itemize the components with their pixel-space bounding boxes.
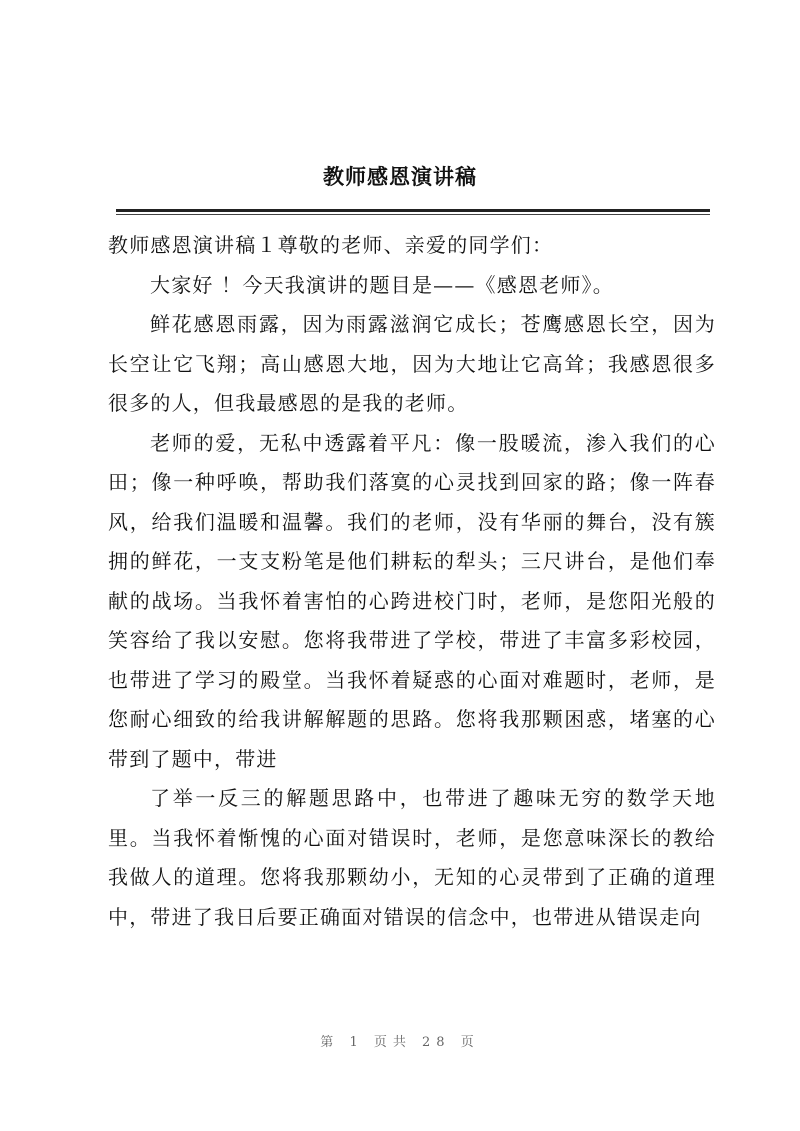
page-footer [0,1031,800,1050]
footer-middle: 页共 [373,1035,412,1050]
paragraph-teacher-love: 老师的爱，无私中透露着平凡：像一股暖流，渗入我们的心田；像一种呼唤，帮助我们落寞的心灵找到回家的路；像一阵春风，给我们温暖和温馨。我们的老师，没有华丽的舞台，没有簇拥的鲜花，一支支粉笔是他们耕耘的犁头；三尺讲台，是他们奉献的战场。当我怀着害怕的心跨进校门时，老师，是您阳光般的笑容给了我以安慰。您将我带进了学校，带进了丰富多彩校园，也带进了学习的殿堂。当我怀着疑惑的心面对难题时，老师，是您耐心细致的给我讲解解题的思路。您将我那颗困惑，堵塞的心带到了题中，带进 [108,430,716,771]
document-title: 教师感恩演讲稿 [323,164,477,189]
paragraph-continuation: 了举一反三的解题思路中，也带进了趣味无穷的数学天地里。当我怀着惭愧的心面对错误时，老师，是您意味深长的教给我做人的道理。您将我那颗幼小，无知的心灵带到了正确的道理中，带进了我日后要正确面对错误的信念中，也带进从错误走向 [108,786,716,929]
document-body [108,226,716,937]
title-rule-thick [116,209,710,212]
paragraph-greeting: 大家好 ！今天我演讲的题目是——《感恩老师》。 [150,272,614,297]
footer-prefix: 第 [320,1035,340,1050]
footer-page-number: 1 [349,1035,364,1050]
paragraph-gratitude: 鲜花感恩雨露，因为雨露滋润它成长；苍鹰感恩长空，因为长空让它飞翔；高山感恩大地，因为大地让它高耸；我感恩很多很多的人，但我最感恩的是我的老师。 [108,312,716,415]
paragraph-opening: 教师感恩演讲稿１尊敬的老师、亲爱的同学们： [108,233,554,257]
footer-total-pages: 28 [422,1035,451,1050]
footer-suffix: 页 [460,1035,480,1050]
title-rule-thin [116,214,710,215]
